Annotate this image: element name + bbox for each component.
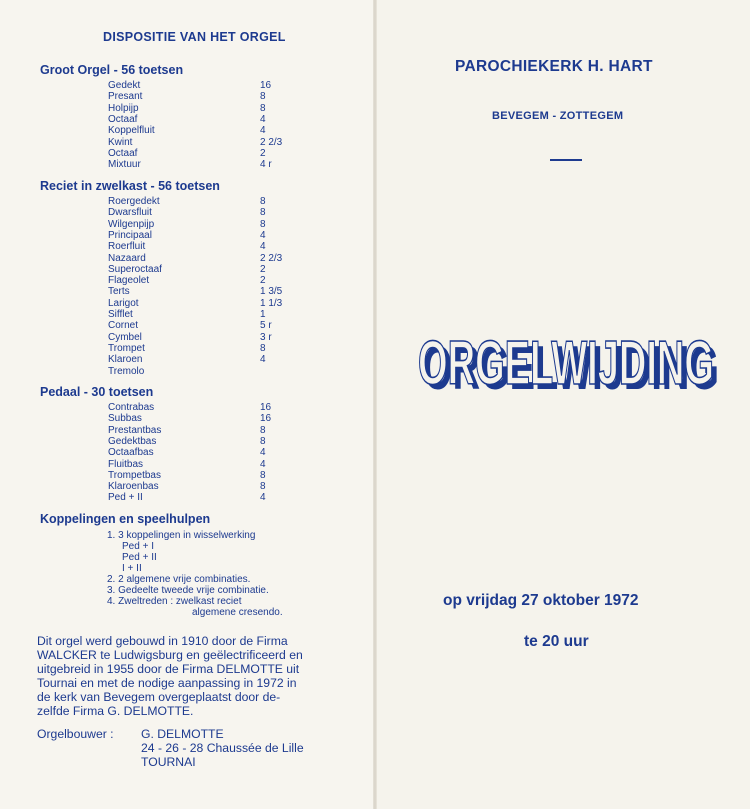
stop-name: Gedektbas <box>108 435 157 447</box>
stop-size: 8 <box>260 218 266 230</box>
stop-name: Prestantbas <box>108 424 162 436</box>
stop-size: 2 <box>260 275 266 287</box>
event-date: op vrijdag 27 oktober 1972 <box>443 592 639 609</box>
stop-size: 1 3/5 <box>260 286 283 298</box>
stop-name: Octaaf <box>108 147 138 159</box>
separator-line <box>550 159 582 161</box>
coupling-line: I + II <box>122 563 142 574</box>
coupling-line: 4. Zweltreden : zwelkast reciet <box>107 596 242 607</box>
disposition-title: DISPOSITIE VAN HET ORGEL <box>103 30 286 44</box>
event-time: te 20 uur <box>524 633 589 650</box>
coupling-line: 3. Gedeelte tweede vrije combinatie. <box>107 585 269 596</box>
page-fold <box>373 0 377 809</box>
stop-name: Nazaard <box>108 252 146 264</box>
coupling-line: 2. 2 algemene vrije combinaties. <box>107 574 251 585</box>
section-heading-groot-orgel: Groot Orgel - 56 toetsen <box>40 63 184 77</box>
stop-name: Octaaf <box>108 113 138 125</box>
stop-size: 8 <box>260 91 266 103</box>
couplings-heading: Koppelingen en speelhulpen <box>40 512 211 526</box>
stop-name: Flageolet <box>108 275 150 287</box>
builder-city: TOURNAI <box>141 755 196 769</box>
stop-size: 3 r <box>260 331 272 343</box>
stop-name: Trompetbas <box>108 469 161 481</box>
stop-name: Cymbel <box>108 331 142 343</box>
stop-name: Larigot <box>108 297 139 309</box>
stop-name: Mixtuur <box>108 159 141 171</box>
section-heading-reciet: Reciet in zwelkast - 56 toetsen <box>40 179 220 193</box>
stop-name: Ped + II <box>108 492 143 504</box>
church-name: PAROCHIEKERK H. HART <box>455 58 653 75</box>
stop-name: Klaroenbas <box>108 481 159 493</box>
stop-name: Klaroen <box>108 354 143 366</box>
stop-size: 5 r <box>260 320 272 332</box>
stop-name: Roerfluit <box>108 241 146 253</box>
stop-size: 2 2/3 <box>260 252 283 264</box>
headline-shadow: ORGELWIJDING <box>423 334 719 397</box>
stop-name: Gedekt <box>108 80 141 91</box>
stop-name: Wilgenpijp <box>108 218 155 230</box>
stop-name: Presant <box>108 91 143 103</box>
stop-size: 2 <box>260 263 266 275</box>
stop-size: 1 <box>260 309 266 320</box>
stop-size: 8 <box>260 469 266 481</box>
stop-size: 8 <box>260 435 266 447</box>
stop-name: Sifflet <box>108 309 133 320</box>
stop-name: Octaafbas <box>108 447 154 459</box>
coupling-line: Ped + II <box>122 552 157 563</box>
stop-size: 8 <box>260 196 266 207</box>
stop-size: 4 <box>260 113 266 125</box>
history-paragraph <box>37 634 352 718</box>
stop-size: 2 2/3 <box>260 136 283 148</box>
stop-size: 8 <box>260 481 266 493</box>
paragraph-line: de kerk van Bevegem overgeplaatst door de- <box>37 690 281 704</box>
stop-name: Dwarsfluit <box>108 207 152 219</box>
stop-name: Tremolo <box>108 365 145 377</box>
stop-name: Superoctaaf <box>108 263 162 275</box>
stop-size: 1 1/3 <box>260 297 283 309</box>
stop-name: Cornet <box>108 320 139 332</box>
stop-size: 4 r <box>260 159 272 171</box>
coupling-line: 1. 3 koppelingen in wisselwerking <box>107 530 256 541</box>
stop-name: Terts <box>108 286 130 298</box>
place-name: BEVEGEM - ZOTTEGEM <box>492 110 624 122</box>
stop-name: Fluitbas <box>108 458 144 470</box>
stop-size: 16 <box>260 80 272 91</box>
paragraph-line: Dit orgel werd gebouwd in 1910 door de Firma <box>37 634 288 648</box>
stop-size: 8 <box>260 102 266 114</box>
stop-size: 4 <box>260 125 266 137</box>
stop-size: 4 <box>260 492 266 504</box>
stop-name: Trompet <box>108 342 145 354</box>
stop-size: 8 <box>260 424 266 436</box>
headline-face: ORGELWIJDING <box>418 329 714 397</box>
stop-name: Roergedekt <box>108 196 160 207</box>
stop-size: 4 <box>260 447 266 459</box>
builder-address: 24 - 26 - 28 Chaussée de Lille <box>141 741 304 755</box>
builder-name: G. DELMOTTE <box>141 727 224 741</box>
coupling-line: algemene cresendo. <box>192 607 283 618</box>
stop-size: 8 <box>260 342 266 354</box>
builder-label: Orgelbouwer : <box>37 727 114 741</box>
stop-size: 4 <box>260 229 266 241</box>
stop-name: Holpijp <box>108 102 139 114</box>
section-heading-pedaal: Pedaal - 30 toetsen <box>40 385 154 399</box>
paragraph-line: zelfde Firma G. DELMOTTE. <box>37 704 194 718</box>
stop-name: Kwint <box>108 136 133 148</box>
paragraph-line: uitgebreid in 1955 door de Firma DELMOTTE uit <box>37 662 300 676</box>
stop-size: 16 <box>260 402 272 413</box>
stop-size: 4 <box>260 241 266 253</box>
stop-name: Subbas <box>108 413 142 425</box>
stop-size: 8 <box>260 207 266 219</box>
paragraph-line: Tournai en met de nodige aanpassing in 1972 in <box>37 676 297 690</box>
stop-size: 16 <box>260 413 272 425</box>
stop-size: 4 <box>260 458 266 470</box>
stop-name: Contrabas <box>108 402 155 413</box>
headline-wordmark <box>412 327 722 397</box>
stop-size: 2 <box>260 147 266 159</box>
coupling-line: Ped + I <box>122 541 154 552</box>
stop-name: Principaal <box>108 229 152 241</box>
stop-size: 4 <box>260 354 266 366</box>
stop-name: Koppelfluit <box>108 125 155 137</box>
paragraph-line: WALCKER te Ludwigsburg en geëlectrificeerd en <box>37 648 303 662</box>
